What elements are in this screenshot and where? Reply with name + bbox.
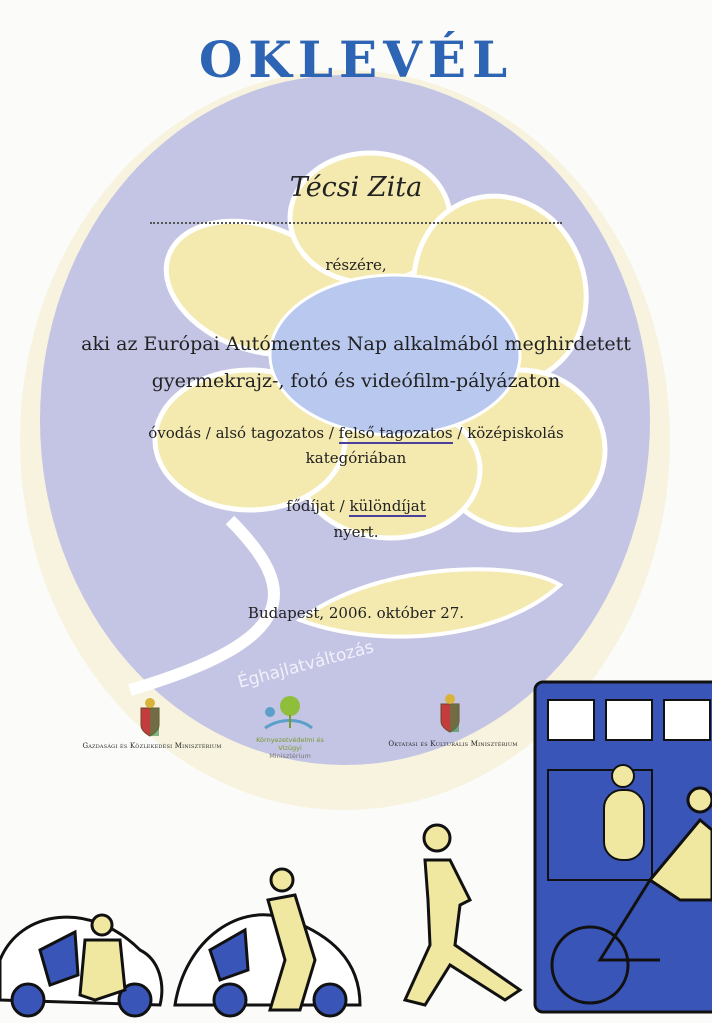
name-dotted-line (150, 222, 562, 224)
prize-options (0, 497, 712, 515)
category-kindergarten: óvodás (148, 424, 202, 442)
prize-main: fődíjat (286, 497, 335, 515)
category-upper-selected: felső tagozatos (338, 424, 453, 442)
category-suffix: kategóriában (305, 449, 407, 467)
recipient-name: Técsi Zita (289, 172, 423, 203)
climate-change-text: Éghajlatváltozás (235, 637, 376, 693)
prize-special-selected: különdíjat (349, 497, 426, 515)
car-middle (175, 915, 360, 1016)
ministry-environment-name: Környezetvédelmi és Vízügyi (256, 736, 324, 752)
flower-centre (270, 275, 520, 435)
prize-separator: / (334, 497, 350, 515)
description-line-2: gyermekrajz-, fotó és videófilm-pályázaton (151, 370, 561, 392)
ministry-environment-sub: Minisztérium (269, 752, 311, 760)
category-separator: / (452, 424, 468, 442)
won-text: nyert. (333, 523, 379, 541)
category-lower: alsó tagozatos (215, 424, 325, 442)
ministry-education: Oktatási és Kulturális Minisztérium (388, 740, 518, 748)
for-text: részére, (325, 256, 387, 274)
ministry-economy: Gazdasági és Közlekedési Minisztérium (82, 742, 222, 750)
category-secondary: középiskolás (467, 424, 564, 442)
ministry-environment (250, 736, 330, 760)
category-separator: / (201, 424, 216, 442)
category-separator: / (324, 424, 339, 442)
description-line-1: aki az Európai Autómentes Nap alkalmából meghirdetett (81, 333, 631, 355)
place-date: Budapest, 2006. október 27. (247, 604, 465, 622)
certificate-title: OKLEVÉL (198, 30, 514, 89)
category-options (0, 424, 712, 442)
walking-figure (405, 825, 520, 1005)
car-left (0, 917, 162, 1016)
